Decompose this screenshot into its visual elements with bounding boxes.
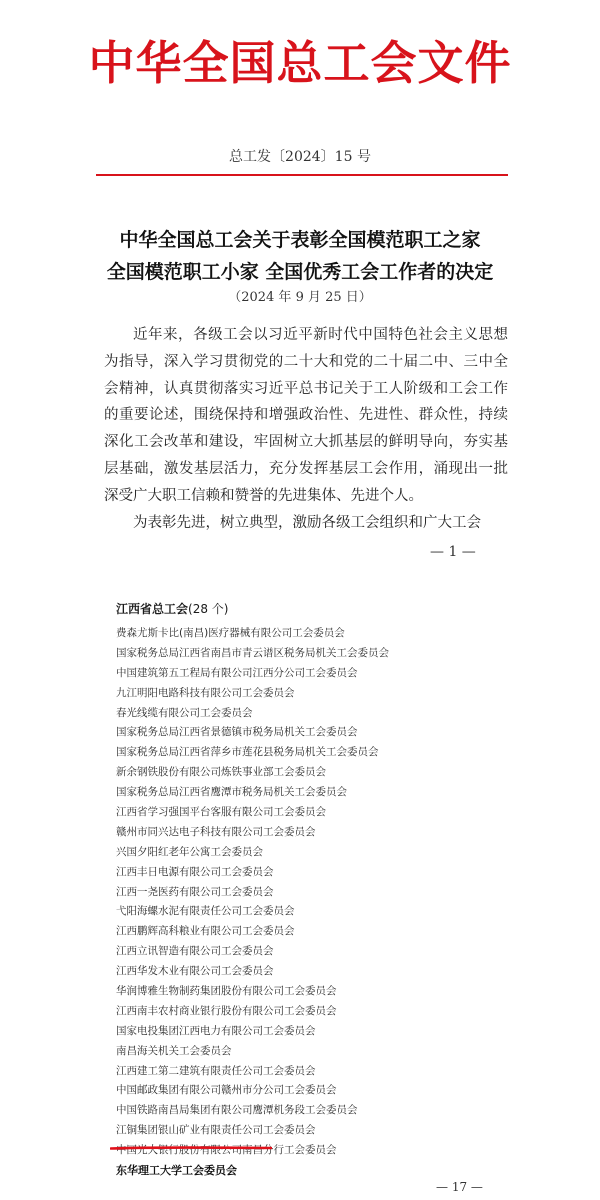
decision-date: （2024 年 9 月 25 日） <box>228 290 372 305</box>
section-heading-count: (28 个) <box>188 602 229 616</box>
unit-list-item: 春光线缆有限公司工会委员会 <box>116 706 253 719</box>
unit-list-item: 兴国夕阳红老年公寓工会委员会 <box>116 845 263 858</box>
unit-list-item: 弋阳海螺水泥有限责任公司工会委员会 <box>116 905 295 918</box>
body-paragraph-1-text: 近年来，各级工会以习近平新时代中国特色社会主义思想为指导，深入学习贯彻党的二十大和党的二十届二中、三中全会精神，认真贯彻落实习近平总书记关于工人阶级和工会工作的重要论述，围绕保持和增强政治性、先进性、群众性，持续深化工会改革和建设，牢固树立大抓基层的鲜明导向，夯实基层基础，激发基层活力，充分发挥基层工会作用，涌现出一批深受广大职工信赖和赞誉的先进集体、先进个人。 <box>104 327 508 504</box>
unit-list-item: 南昌海关机关工会委员会 <box>116 1044 232 1057</box>
unit-list-item: 国家税务总局江西省景德镇市税务局机关工会委员会 <box>116 726 358 739</box>
unit-list <box>116 624 536 1181</box>
unit-list-item: 九江明阳电路科技有限公司工会委员会 <box>116 686 295 699</box>
unit-list-item: 江西一尧医药有限公司工会委员会 <box>116 885 274 898</box>
unit-list-item: 国家税务总局江西省鹰潭市税务局机关工会委员会 <box>116 786 347 799</box>
body-paragraph-2 <box>104 510 508 537</box>
section-heading-name: 江西省总工会 <box>116 602 189 616</box>
decision-body <box>104 322 508 536</box>
unit-list-item: 江铜集团银山矿业有限责任公司工会委员会 <box>116 1124 316 1137</box>
unit-list-item: 东华理工大学工会委员会 <box>116 1164 237 1178</box>
red-divider-line <box>96 174 508 176</box>
document-header-title: 中华全国总工会文件 <box>88 36 512 90</box>
unit-list-item: 江西鹏辉高科粮业有限公司工会委员会 <box>116 925 295 938</box>
unit-list-item: 中国铁路南昌局集团有限公司鹰潭机务段工会委员会 <box>116 1104 358 1117</box>
unit-list-item: 江西立讯智造有限公司工会委员会 <box>116 945 274 958</box>
unit-list-item: 江西丰日电源有限公司工会委员会 <box>116 865 274 878</box>
unit-list-item: 江西南丰农村商业银行股份有限公司工会委员会 <box>116 1004 337 1017</box>
unit-list-item: 华润博雅生物制药集团股份有限公司工会委员会 <box>116 985 337 998</box>
unit-list-item: 中国建筑第五工程局有限公司江西分公司工会委员会 <box>116 666 358 679</box>
unit-list-item: 国家税务总局江西省萍乡市莲花县税务局机关工会委员会 <box>116 746 379 759</box>
page-number-17: — 17 — <box>436 1180 483 1194</box>
unit-list-item: 国家电投集团江西电力有限公司工会委员会 <box>116 1024 316 1037</box>
unit-list-item: 中国光大银行股份有限公司南昌分行工会委员会 <box>116 1144 337 1157</box>
body-paragraph-2-text: 为表彰先进，树立典型，激励各级工会组织和广大工会 <box>133 514 481 531</box>
decision-title-line-2: 全国模范职工小家 全国优秀工会工作者的决定 <box>106 261 494 283</box>
body-paragraph-1 <box>104 322 508 510</box>
unit-list-item: 江西华发木业有限公司工会委员会 <box>116 965 274 978</box>
document-page-1 <box>0 0 600 580</box>
document-page-17 <box>0 580 600 1200</box>
unit-list-item: 赣州市同兴达电子科技有限公司工会委员会 <box>116 825 316 838</box>
document-number: 总工发〔2024〕15 号 <box>229 149 371 165</box>
red-underline-mark <box>110 1145 272 1151</box>
unit-list-item: 江西建工第二建筑有限责任公司工会委员会 <box>116 1064 316 1077</box>
unit-list-item: 费森尤斯卡比(南昌)医疗器械有限公司工会委员会 <box>116 627 345 639</box>
unit-list-item: 新余钢铁股份有限公司炼铁事业部工会委员会 <box>116 766 326 779</box>
section-heading <box>116 600 228 617</box>
unit-list-item: 国家税务总局江西省南昌市青云谱区税务局机关工会委员会 <box>116 646 389 659</box>
decision-title-line-1: 中华全国总工会关于表彰全国模范职工之家 <box>119 229 481 251</box>
unit-list-item: 中国邮政集团有限公司赣州市分公司工会委员会 <box>116 1084 337 1097</box>
page-number-1: — 1 — <box>430 544 476 560</box>
decision-title <box>0 224 600 288</box>
unit-list-item: 江西省学习强国平台客服有限公司工会委员会 <box>116 806 326 819</box>
